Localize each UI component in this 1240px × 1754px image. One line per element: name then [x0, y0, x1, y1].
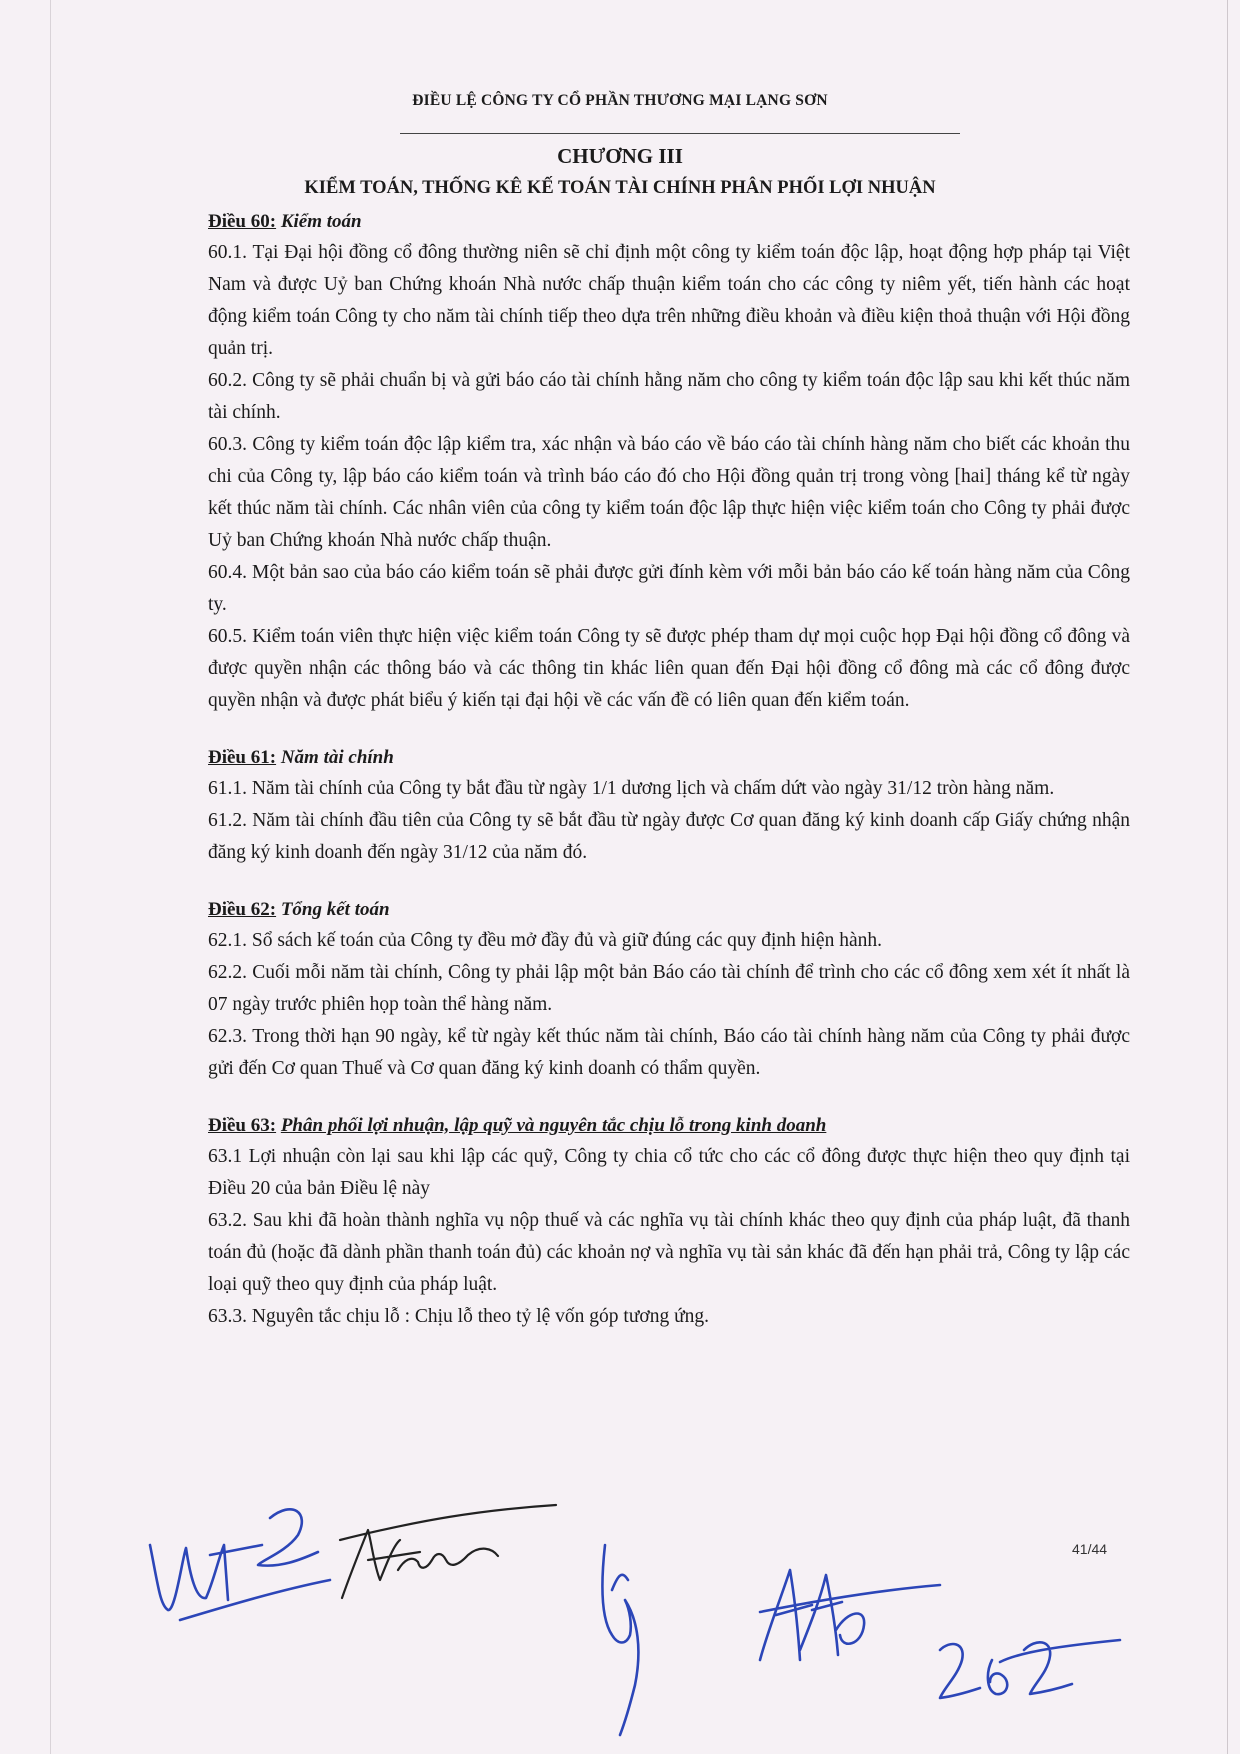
running-header: ĐIỀU LỆ CÔNG TY CỔ PHẦN THƯƠNG MẠI LẠNG SƠN: [412, 92, 828, 109]
article-title: Phân phối lợi nhuận, lập quỹ và nguyên tắc chịu lỗ trong kinh doanh: [280, 1115, 827, 1136]
article-number: Điều 61:: [208, 747, 277, 768]
signature-2: [340, 1505, 556, 1598]
clause-60-2: 60.2. Công ty sẽ phải chuẩn bị và gửi báo cáo tài chính hằng năm cho công ty kiểm toán độc lập sau khi kết thúc năm tài chính.: [208, 370, 1130, 423]
article-heading: [208, 743, 1130, 773]
article-number: Điều 63:: [208, 1115, 277, 1136]
article-heading: [208, 895, 1130, 925]
article-number: Điều 60:: [208, 211, 277, 232]
clause-63-2: 63.2. Sau khi đã hoàn thành nghĩa vụ nộp thuế và các nghĩa vụ tài chính khác theo quy định của pháp luật, đã thanh toán đủ (hoặc đã dành phần thanh toán đủ) các khoản nợ và nghĩa vụ tài sản khác đã đến hạn phải trả, Công ty lập các loại quỹ theo quy định của pháp luật.: [208, 1210, 1130, 1295]
page-number: 41/44: [1072, 1541, 1108, 1557]
article-61: [208, 743, 1130, 869]
article-62: [208, 895, 1130, 1085]
chapter-subtitle: KIỂM TOÁN, THỐNG KÊ KẾ TOÁN TÀI CHÍNH PHÂN PHỐI LỢI NHUẬN: [304, 178, 936, 198]
chapter-title: CHƯƠNG III: [557, 144, 683, 168]
signature-4-stroke: [760, 1570, 940, 1660]
article-number: Điều 62:: [208, 899, 277, 920]
clause-60-4: 60.4. Một bản sao của báo cáo kiểm toán sẽ phải được gửi đính kèm với mỗi bản báo cáo kế toán hàng năm của Công ty.: [208, 562, 1130, 615]
signature-1: [150, 1509, 330, 1620]
header-rule: [400, 133, 960, 134]
clause-63-3: 63.3. Nguyên tắc chịu lỗ : Chịu lỗ theo tỷ lệ vốn góp tương ứng.: [208, 1306, 710, 1327]
clause-62-3: 62.3. Trong thời hạn 90 ngày, kể từ ngày kết thúc năm tài chính, Báo cáo tài chính hàng năm của Công ty phải được gửi đến Cơ quan Thuế và Cơ quan đăng ký kinh doanh có thẩm quyền.: [208, 1026, 1130, 1079]
scan-edge-left: [50, 0, 51, 1754]
clause-62-2: 62.2. Cuối mỗi năm tài chính, Công ty phải lập một bản Báo cáo tài chính để trình cho các cổ đông xem xét ít nhất là 07 ngày trước phiên họp toàn thể hàng năm.: [208, 962, 1130, 1015]
signature-2-stroke: [340, 1505, 556, 1598]
article-title: Kiểm toán: [280, 211, 362, 232]
signature-5: [940, 1640, 1120, 1698]
clause-60-5: 60.5. Kiểm toán viên thực hiện việc kiểm toán Công ty sẽ được phép tham dự mọi cuộc họp Đại hội đồng cổ đông và được quyền nhận các thông báo và các thông tin khác liên quan đến Đại hội đồng cổ đông mà các cổ đông được quyền nhận và được phát biểu ý kiến tại đại hội về các vấn đề có liên quan đến kiểm toán.: [208, 626, 1130, 711]
clause-61-2: 61.2. Năm tài chính đầu tiên của Công ty sẽ bắt đầu từ ngày được Cơ quan đăng ký kinh doanh cấp Giấy chứng nhận đăng ký kinh doanh đến ngày 31/12 của năm đó.: [208, 810, 1130, 863]
article-heading: [208, 1111, 1130, 1141]
signature-1-stroke: [150, 1509, 330, 1620]
clause-63-1: 63.1 Lợi nhuận còn lại sau khi lập các quỹ, Công ty chia cổ tức cho các cổ đông được thực hiện theo quy định tại Điều 20 của bản Điều lệ này: [208, 1146, 1130, 1199]
scan-edge-right: [1227, 0, 1228, 1754]
article-heading: [208, 207, 1130, 237]
clause-61-1: 61.1. Năm tài chính của Công ty bắt đầu từ ngày 1/1 dương lịch và chấm dứt vào ngày 31/12 tròn hàng năm.: [208, 778, 1055, 799]
signature-3-stroke: [602, 1545, 638, 1735]
clause-62-1: 62.1. Sổ sách kế toán của Công ty đều mở đầy đủ và giữ đúng các quy định hiện hành.: [208, 930, 882, 951]
clause-60-1: 60.1. Tại Đại hội đồng cổ đông thường niên sẽ chỉ định một công ty kiểm toán độc lập, hoạt động hợp pháp tại Việt Nam và được Uỷ ban Chứng khoán Nhà nước chấp thuận kiểm toán cho các công ty niêm yết, tiến hành các hoạt động kiểm toán Công ty cho năm tài chính tiếp theo dựa trên những điều khoản và điều kiện thoả thuận với Hội đồng quản trị.: [208, 242, 1130, 359]
article-60: [208, 207, 1130, 717]
signature-3: [602, 1545, 638, 1735]
signature-5-stroke: [940, 1640, 1120, 1698]
article-63: [208, 1111, 1130, 1333]
document-body: [208, 207, 1130, 1333]
signature-4: [760, 1570, 940, 1660]
clause-60-3: 60.3. Công ty kiểm toán độc lập kiểm tra, xác nhận và báo cáo về báo cáo tài chính hàng năm cho biết các khoản thu chi của Công ty, lập báo cáo kiểm toán và trình báo cáo đó cho Hội đồng quản trị trong vòng [hai] tháng kể từ ngày kết thúc năm tài chính. Các nhân viên của công ty kiểm toán độc lập thực hiện việc kiểm toán cho Công ty phải được Uỷ ban Chứng khoán Nhà nước chấp thuận.: [208, 434, 1130, 551]
article-title: Năm tài chính: [280, 747, 394, 768]
article-title: Tổng kết toán: [280, 899, 390, 920]
